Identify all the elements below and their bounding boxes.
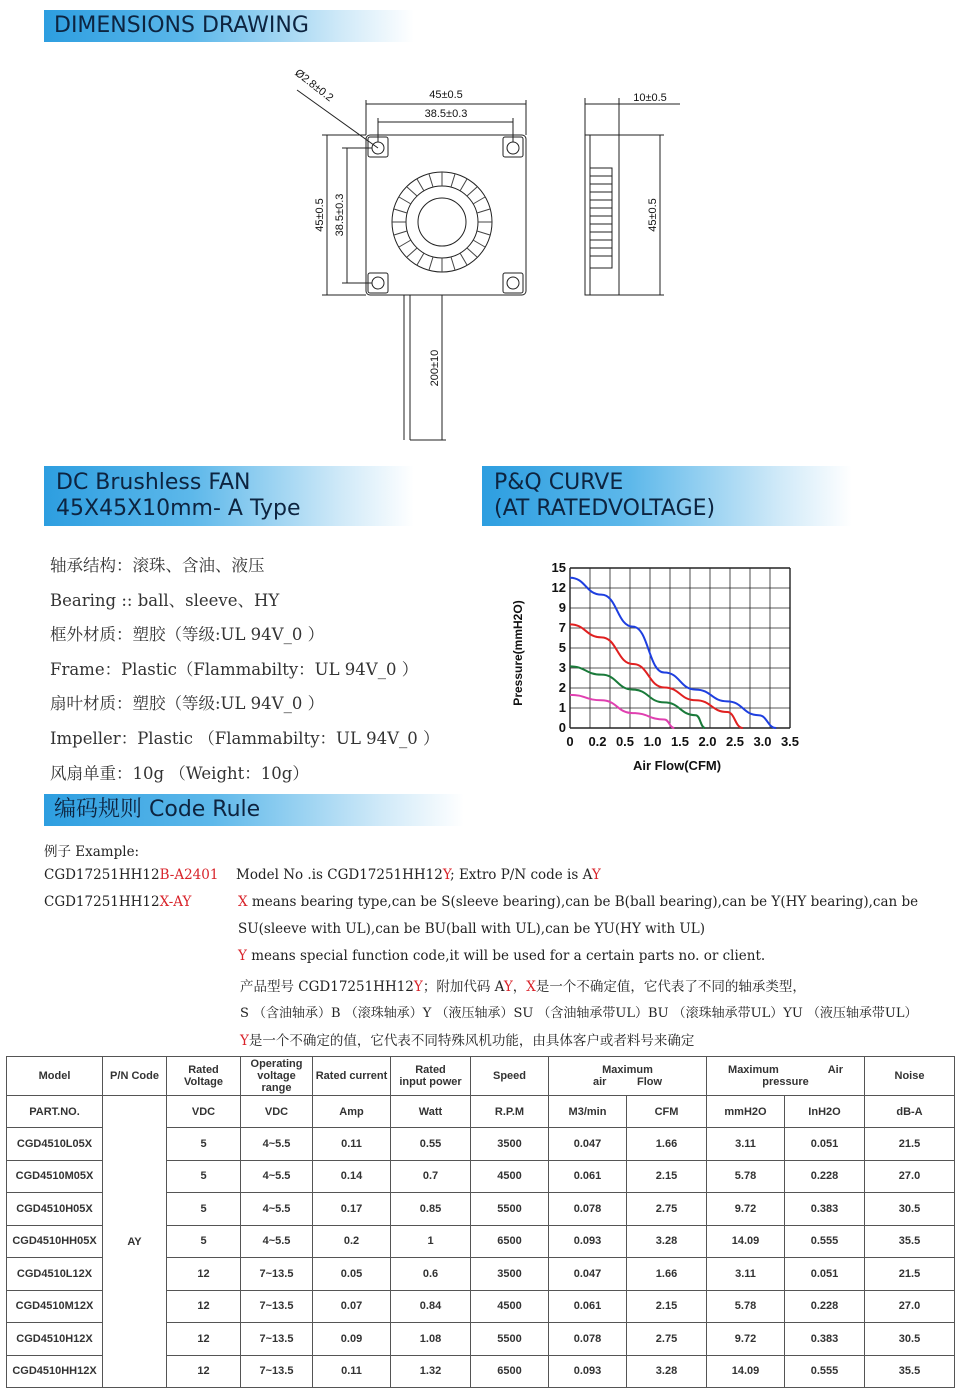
table-cell: 12 bbox=[167, 1258, 241, 1291]
table-cell: 5.78 bbox=[707, 1290, 785, 1323]
table-cell: 0.17 bbox=[313, 1193, 391, 1226]
table-cell: 1.66 bbox=[627, 1128, 707, 1161]
table-cell: 0.228 bbox=[785, 1290, 865, 1323]
x-meaning-cont: SU(sleeve with UL),can be BU(ball with UL),can be YU(HY with UL) bbox=[238, 921, 706, 937]
table-cell: 0.047 bbox=[549, 1258, 627, 1291]
chart-y-label: Pressure(mmH2O) bbox=[511, 600, 525, 706]
table-cell: 0.093 bbox=[549, 1355, 627, 1388]
cn-note-1: 产品型号 CGD17251HH12Y；附加代码 AY，X是一个不确定值，它代表了不同的轴承类型， bbox=[240, 979, 806, 995]
x-tick-label: 0.2 bbox=[588, 734, 607, 749]
dim-lead: 200±10 bbox=[429, 349, 441, 387]
table-cell: 5 bbox=[167, 1128, 241, 1161]
unit-cell: dB-A bbox=[865, 1096, 955, 1128]
unit-cell: VDC bbox=[241, 1096, 313, 1128]
cn-note-3: Y是一个不确定的值，它代表不同特殊风机功能，由具体客户或者料号来确定 bbox=[240, 1033, 695, 1049]
code-rule-title: 编码规则 Code Rule bbox=[54, 797, 261, 822]
table-cell: 0.55 bbox=[391, 1128, 471, 1161]
product-subtitle: 45X45X10mm- A Type bbox=[56, 496, 301, 521]
unit-cell: M3/min bbox=[549, 1096, 627, 1128]
header-noise: Noise bbox=[865, 1057, 955, 1096]
table-cell: 0.11 bbox=[313, 1128, 391, 1161]
spec-frame-en: Frame：Plastic（Flammabilty：UL 94V_0 ） bbox=[50, 660, 419, 679]
header-speed: Speed bbox=[471, 1057, 549, 1096]
table-cell: 21.5 bbox=[865, 1128, 955, 1161]
table-cell: 2.75 bbox=[627, 1323, 707, 1356]
table-cell: 6500 bbox=[471, 1355, 549, 1388]
table-cell: 30.5 bbox=[865, 1323, 955, 1356]
table-cell: 2.15 bbox=[627, 1160, 707, 1193]
unit-cell: CFM bbox=[627, 1096, 707, 1128]
series-line-2 bbox=[570, 624, 743, 728]
table-cell: 3.28 bbox=[627, 1225, 707, 1258]
y-tick-label: 2 bbox=[558, 680, 566, 695]
table-cell: 0.05 bbox=[313, 1258, 391, 1291]
table-cell: 3500 bbox=[471, 1128, 549, 1161]
chart-series bbox=[570, 578, 776, 728]
table-cell: 0.7 bbox=[391, 1160, 471, 1193]
x-tick-label: 0 bbox=[566, 734, 574, 749]
table-header-row bbox=[7, 1057, 955, 1096]
model-cell: CGD4510HH05X bbox=[7, 1225, 103, 1258]
y-tick-labels bbox=[552, 560, 566, 735]
table-cell: 0.228 bbox=[785, 1160, 865, 1193]
unit-cell: Watt bbox=[391, 1096, 471, 1128]
curve-title: P&Q CURVE bbox=[494, 470, 624, 495]
dimensions-banner bbox=[44, 10, 414, 42]
table-cell: 5 bbox=[167, 1225, 241, 1258]
unit-cell: R.P.M bbox=[471, 1096, 549, 1128]
table-cell: 1.08 bbox=[391, 1323, 471, 1356]
series-line-4 bbox=[570, 695, 674, 728]
pn-code-cell: AY bbox=[103, 1096, 167, 1388]
table-cell: 9.72 bbox=[707, 1193, 785, 1226]
y-tick-label: 0 bbox=[558, 720, 566, 735]
model-cell: CGD4510M12X bbox=[7, 1290, 103, 1323]
example-label: 例子 Example: bbox=[44, 844, 140, 860]
table-cell: 7~13.5 bbox=[241, 1355, 313, 1388]
curve-subtitle: (AT RATEDVOLTAGE) bbox=[494, 496, 716, 521]
y-tick-label: 12 bbox=[551, 580, 566, 595]
impeller-hub bbox=[418, 198, 466, 246]
table-cell: 12 bbox=[167, 1323, 241, 1356]
dimensions-title: DIMENSIONS DRAWING bbox=[54, 13, 309, 38]
spec-bearing-cn: 轴承结构：滚珠、含油、液压 bbox=[50, 556, 265, 575]
table-cell: 5 bbox=[167, 1160, 241, 1193]
table-cell: 7~13.5 bbox=[241, 1258, 313, 1291]
y-tick-label: 9 bbox=[558, 600, 566, 615]
table-cell: 0.061 bbox=[549, 1160, 627, 1193]
table-units-row bbox=[7, 1096, 955, 1128]
unit-cell: Amp bbox=[313, 1096, 391, 1128]
x-tick-labels bbox=[566, 734, 799, 749]
table-cell: 5500 bbox=[471, 1323, 549, 1356]
table-cell: 0.07 bbox=[313, 1290, 391, 1323]
table-cell: 0.078 bbox=[549, 1193, 627, 1226]
table-cell: 4~5.5 bbox=[241, 1225, 313, 1258]
table-cell: 3.11 bbox=[707, 1258, 785, 1291]
table-cell: 27.0 bbox=[865, 1160, 955, 1193]
unit-part-no: PART.NO. bbox=[7, 1096, 103, 1128]
header-rated-current: Rated current bbox=[313, 1057, 391, 1096]
pq-curve-chart bbox=[500, 548, 820, 780]
x-tick-label: 0.5 bbox=[615, 734, 635, 749]
table-cell: 0.85 bbox=[391, 1193, 471, 1226]
y-tick-label: 5 bbox=[558, 640, 566, 655]
mount-hole-bl bbox=[372, 277, 384, 289]
table-cell: 5 bbox=[167, 1193, 241, 1226]
dim-thickness: 10±0.5 bbox=[633, 92, 667, 104]
dimensions-drawing bbox=[0, 55, 960, 460]
table-cell: 3.28 bbox=[627, 1355, 707, 1388]
spec-impeller-en: Impeller：Plastic （Flammabilty：UL 94V_0 ） bbox=[50, 729, 440, 748]
dim-height-outer: 45±0.5 bbox=[314, 198, 326, 232]
table-cell: 0.555 bbox=[785, 1355, 865, 1388]
spec-weight: 风扇单重：10g （Weight：10g） bbox=[50, 764, 309, 783]
cn-note-2: S （含油轴承）B （滚珠轴承）Y （液压轴承）SU （含油轴承带UL）BU （滚珠轴承带UL）YU （液压轴承带UL） bbox=[240, 1006, 918, 1021]
table-cell: 4500 bbox=[471, 1290, 549, 1323]
table-cell: 0.6 bbox=[391, 1258, 471, 1291]
table-cell: 2.15 bbox=[627, 1290, 707, 1323]
fan-frame bbox=[366, 135, 526, 295]
dim-hole: Ø2.8±0.2 bbox=[292, 66, 336, 105]
x-tick-label: 1.0 bbox=[643, 734, 662, 749]
table-cell: 0.051 bbox=[785, 1128, 865, 1161]
table-cell: 0.383 bbox=[785, 1193, 865, 1226]
table-cell: 7~13.5 bbox=[241, 1323, 313, 1356]
unit-cell: VDC bbox=[167, 1096, 241, 1128]
header-airflow: Maximum air Flow bbox=[549, 1057, 707, 1096]
model-note: Model No .is CGD17251HH12Y; Extro P/N code is AY bbox=[236, 867, 601, 883]
table-cell: 35.5 bbox=[865, 1355, 955, 1388]
table-cell: 6500 bbox=[471, 1225, 549, 1258]
table-cell: 2.75 bbox=[627, 1193, 707, 1226]
table-cell: 0.555 bbox=[785, 1225, 865, 1258]
table-cell: 12 bbox=[167, 1290, 241, 1323]
unit-cell: mmH2O bbox=[707, 1096, 785, 1128]
table-cell: 35.5 bbox=[865, 1225, 955, 1258]
example-code-1: CGD17251HH12B-A2401 bbox=[44, 867, 219, 883]
y-tick-label: 1 bbox=[558, 700, 566, 715]
y-tick-label: 3 bbox=[558, 660, 566, 675]
header-rated-voltage: Rated Voltage bbox=[167, 1057, 241, 1096]
y-tick-label: 7 bbox=[558, 620, 566, 635]
table-cell: 0.061 bbox=[549, 1290, 627, 1323]
table-cell: 1 bbox=[391, 1225, 471, 1258]
table-cell: 0.093 bbox=[549, 1225, 627, 1258]
dim-height-inner: 38.5±0.3 bbox=[334, 193, 346, 237]
x-meaning: X means bearing type,can be S(sleeve bearing),can be B(ball bearing),can be Y(HY bearing),can be bbox=[238, 894, 919, 910]
table-cell: 0.09 bbox=[313, 1323, 391, 1356]
curve-banner bbox=[482, 466, 852, 526]
series-line-1 bbox=[570, 578, 776, 728]
y-tick-label: 15 bbox=[551, 560, 566, 575]
table-cell: 3.11 bbox=[707, 1128, 785, 1161]
table-cell: 14.09 bbox=[707, 1355, 785, 1388]
model-cell: CGD4510L12X bbox=[7, 1258, 103, 1291]
table-cell: 4~5.5 bbox=[241, 1128, 313, 1161]
table-cell: 5500 bbox=[471, 1193, 549, 1226]
header-model: Model bbox=[7, 1057, 103, 1096]
impeller-blades bbox=[392, 172, 492, 272]
table-cell: 0.383 bbox=[785, 1323, 865, 1356]
product-title: DC Brushless FAN bbox=[56, 470, 251, 495]
table-cell: 1.66 bbox=[627, 1258, 707, 1291]
table-cell: 21.5 bbox=[865, 1258, 955, 1291]
model-cell: CGD4510H12X bbox=[7, 1323, 103, 1356]
spec-frame-cn: 框外材质：塑胶（等级:UL 94V_0 ） bbox=[50, 625, 325, 644]
table-cell: 12 bbox=[167, 1355, 241, 1388]
spec-bearing-en: Bearing :: ball、sleeve、HY bbox=[50, 591, 280, 610]
table-cell: 3500 bbox=[471, 1258, 549, 1291]
mount-hole-br bbox=[507, 277, 519, 289]
x-tick-label: 3.5 bbox=[780, 734, 800, 749]
table-cell: 1.32 bbox=[391, 1355, 471, 1388]
table-cell: 0.11 bbox=[313, 1355, 391, 1388]
model-cell: CGD4510HH12X bbox=[7, 1355, 103, 1388]
table-cell: 5.78 bbox=[707, 1160, 785, 1193]
chart-grid bbox=[570, 568, 790, 728]
table-cell: 0.047 bbox=[549, 1128, 627, 1161]
mount-hole-tr bbox=[507, 142, 519, 154]
table-cell: 0.051 bbox=[785, 1258, 865, 1291]
table-cell: 7~13.5 bbox=[241, 1290, 313, 1323]
table-cell: 4500 bbox=[471, 1160, 549, 1193]
model-cell: CGD4510H05X bbox=[7, 1193, 103, 1226]
table-cell: 30.5 bbox=[865, 1193, 955, 1226]
table-cell: 0.2 bbox=[313, 1225, 391, 1258]
spec-impeller-cn: 扇叶材质：塑胶（等级:UL 94V_0 ） bbox=[50, 694, 325, 713]
table-cell: 0.84 bbox=[391, 1290, 471, 1323]
header-pressure: Maximum Air pressure bbox=[707, 1057, 865, 1096]
table-cell: 14.09 bbox=[707, 1225, 785, 1258]
chart-x-label: Air Flow(CFM) bbox=[632, 758, 722, 773]
header-rated-power: Rated input power bbox=[391, 1057, 471, 1096]
table-cell: 0.14 bbox=[313, 1160, 391, 1193]
header-operating: Operating voltage range bbox=[241, 1057, 313, 1096]
x-tick-label: 2.5 bbox=[725, 734, 745, 749]
header-pn: P/N Code bbox=[103, 1057, 167, 1096]
table-cell: 4~5.5 bbox=[241, 1160, 313, 1193]
unit-cell: InH2O bbox=[785, 1096, 865, 1128]
table-cell: 4~5.5 bbox=[241, 1193, 313, 1226]
y-meaning: Y means special function code,it will be used for a certain parts no. or client. bbox=[238, 948, 766, 964]
example-code-2: CGD17251HH12X-AY bbox=[44, 894, 192, 910]
model-cell: CGD4510L05X bbox=[7, 1128, 103, 1161]
dim-width-outer: 45±0.5 bbox=[429, 89, 463, 101]
model-cell: CGD4510M05X bbox=[7, 1160, 103, 1193]
x-tick-label: 3.0 bbox=[753, 734, 772, 749]
spec-table bbox=[6, 1056, 955, 1388]
code-rule-banner bbox=[44, 794, 464, 826]
dim-width-inner: 38.5±0.3 bbox=[424, 108, 468, 120]
table-cell: 0.078 bbox=[549, 1323, 627, 1356]
x-tick-label: 1.5 bbox=[670, 734, 690, 749]
table-cell: 27.0 bbox=[865, 1290, 955, 1323]
product-banner bbox=[44, 466, 414, 526]
x-tick-label: 2.0 bbox=[698, 734, 717, 749]
dim-side-height: 45±0.5 bbox=[647, 198, 659, 232]
table-cell: 9.72 bbox=[707, 1323, 785, 1356]
